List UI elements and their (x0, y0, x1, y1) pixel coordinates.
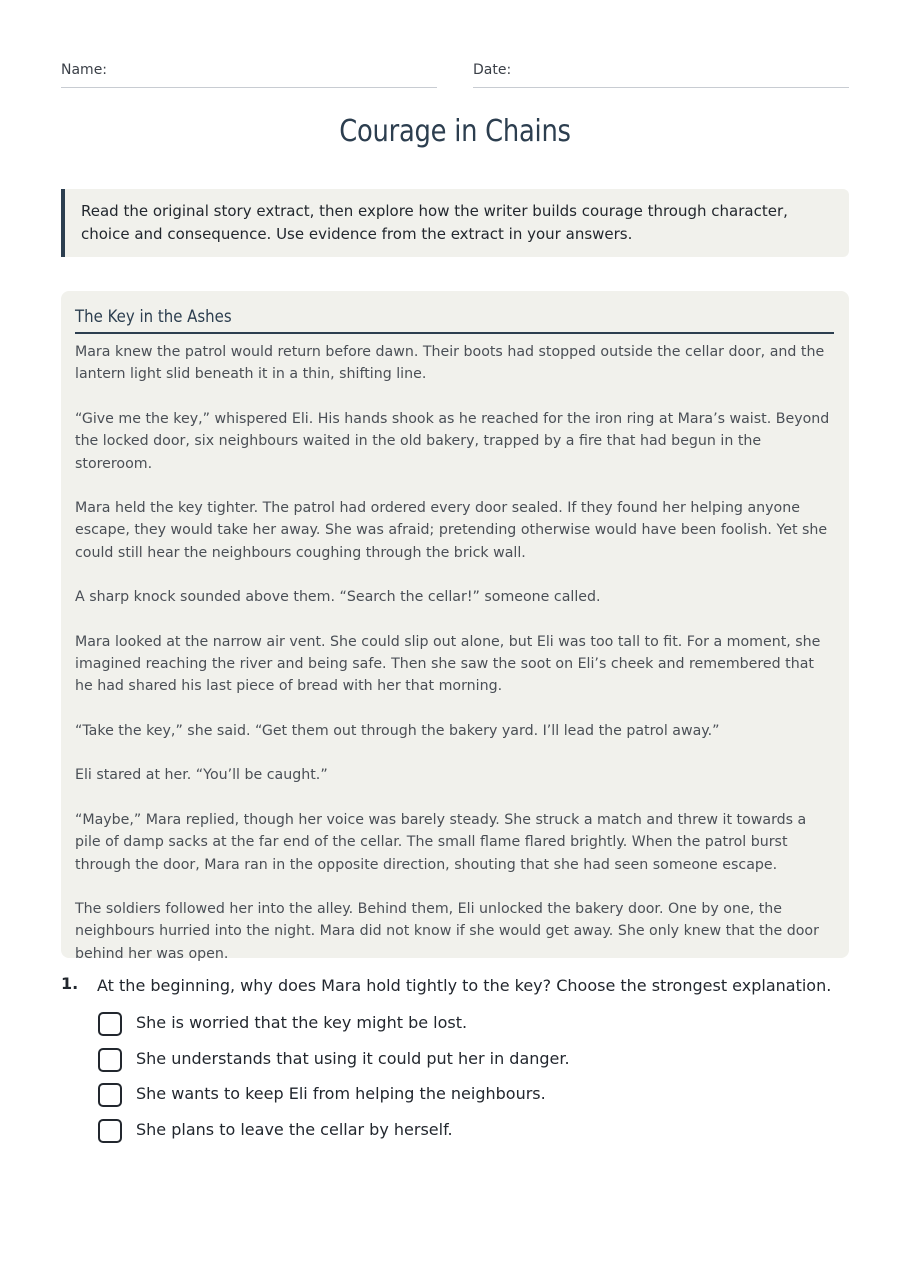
extract-paragraph: Mara held the key tighter. The patrol had ordered every door sealed. If they found her helping anyone escape, they would take her away. She was afraid; pretending otherwise would have been foolish. Yet she could still hear the neighbours coughing through the brick wall. (75, 500, 828, 561)
extract-title (75, 305, 834, 334)
option-label: She understands that using it could put her in danger. (136, 1048, 570, 1068)
checkbox[interactable] (98, 1012, 122, 1036)
page-title: Courage in Chains (339, 114, 571, 149)
date-field[interactable] (473, 61, 849, 88)
question-text: At the beginning, why does Mara hold tightly to the key? Choose the strongest explanation. (97, 976, 832, 995)
name-label: Name: (61, 62, 108, 78)
instructions-text: Read the original story extract, then explore how the writer builds courage through character, choice and consequence. Use evidence from the extract in your answers. (81, 202, 788, 243)
checkbox[interactable] (98, 1048, 122, 1072)
story-extract (61, 291, 849, 962)
extract-paragraph: “Give me the key,” whispered Eli. His hands shook as he reached for the iron ring at Mara’s waist. Beyond the locked door, six neighbours waited in the old bakery, trapped by a fire that had begun in the storeroom. (75, 410, 830, 472)
extract-paragraph: “Maybe,” Mara replied, though her voice was barely steady. She struck a match and threw it towards a pile of damp sacks at the far end of the cellar. The small flame flared brightly. When the patrol burst through the door, Mara ran in the opposite direction, shouting that she had seen someone escape. (75, 811, 807, 873)
extract-body (75, 334, 834, 965)
extract-paragraph: Eli stared at her. “You’ll be caught.” (75, 767, 328, 784)
instructions-box (61, 189, 849, 257)
extract-paragraph: The soldiers followed her into the alley. Behind them, Eli unlocked the bakery door. One by one, the neighbours hurried into the night. Mara did not know if she would get away. She only knew that the door behind her was open. (75, 900, 819, 962)
checkbox[interactable] (98, 1119, 122, 1143)
extract-paragraph: “Take the key,” she said. “Get them out through the bakery yard. I’ll lead the patrol away.” (75, 722, 720, 739)
header-fields (61, 61, 849, 89)
extract-paragraph: Mara knew the patrol would return before dawn. Their boots had stopped outside the cellar door, and the lantern light slid beneath it in a thin, shifting line. (75, 344, 825, 383)
extract-paragraph: Mara looked at the narrow air vent. She could slip out alone, but Eli was too tall to fit. For a moment, she imagined reaching the river and being safe. Then she saw the soot on Eli’s cheek and remembered that he had shared his last piece of bread with her that morning. (75, 633, 821, 695)
extract-paragraph: A sharp knock sounded above them. “Search the cellar!” someone called. (75, 589, 601, 606)
question-number: 1. (61, 974, 79, 993)
name-field[interactable] (61, 61, 437, 88)
extract-title-text: The Key in the Ashes (75, 307, 232, 327)
checkbox[interactable] (98, 1083, 122, 1107)
option-label: She plans to leave the cellar by herself. (136, 1119, 453, 1139)
option-label: She wants to keep Eli from helping the neighbours. (136, 1084, 546, 1103)
option-label: She is worried that the key might be lost. (136, 1013, 468, 1032)
date-label: Date: (473, 62, 512, 78)
